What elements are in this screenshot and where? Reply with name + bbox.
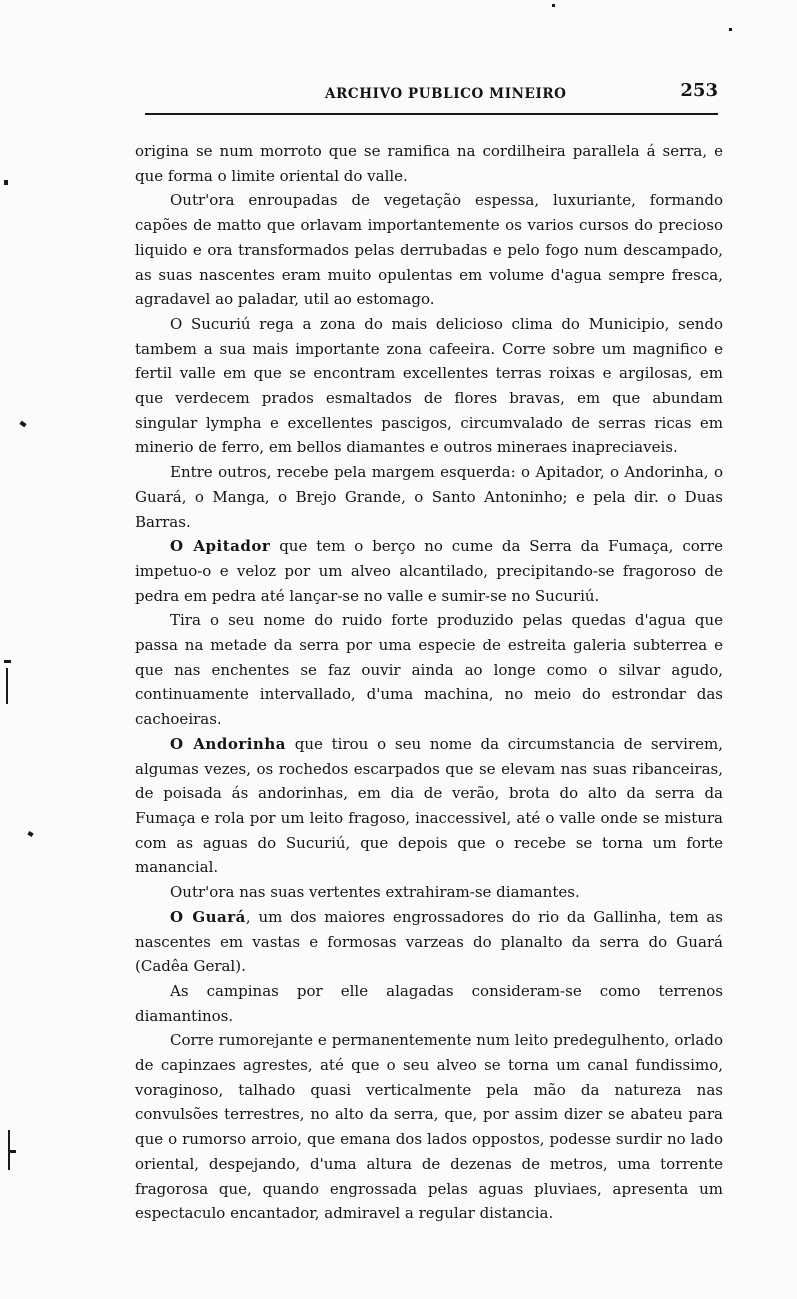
body-text — [135, 139, 723, 1226]
scan-speck — [729, 28, 732, 31]
paragraph: O Andorinha que tirou o seu nome da circumstancia de servirem, algumas vezes, os rochedos escarpados que se elevam nas suas ribanceiras, de poisada ás andorinhas, em dia de verão, brota do alto da serra da Fumaça e rola por um leito fragoso, inaccessivel, até o valle onde se mistura com as aguas do Sucuriú, que depois que o recebe se torna um forte manancial. — [135, 734, 723, 877]
paragraph: As campinas por elle alagadas consideram-se como terrenos diamantinos. — [135, 981, 723, 1025]
paragraph: Tira o seu nome do ruido forte produzido pelas quedas d'agua que passa na metade da serra por uma especie de estreita galeria subterrea e que nas enchentes se faz ouvir ainda ao longe como o silvar agudo, continuamente intervallado, d'uma machina, no meio do estrondar das cachoeiras. — [135, 611, 723, 729]
river-name-andorinha: O Andorinha — [170, 734, 286, 753]
scan-speck — [4, 180, 8, 185]
paragraph: Outr'ora nas suas vertentes extrahiram-se diamantes. — [170, 883, 580, 902]
paragraph: Entre outros, recebe pela margem esquerda: o Apitador, o Andorinha, o Guará, o Manga, o Brejo Grande, o Santo Antoninho; e pela dir. o Duas Barras. — [135, 463, 723, 531]
running-header — [135, 80, 720, 108]
paragraph: O Sucuriú rega a zona do mais delicioso clima do Municipio, sendo tambem a sua mais importante zona cafeeira. Corre sobre um magnifico e fertil valle em que se encontram excellentes terras roixas e argilosas, em que verdecem prados esmaltados de flores bravas, em que abundam singular lympha e excellentes pascigos, circumvalado de serras ricas em minerio de ferro, em bellos diamantes e outros mineraes inapreciaveis. — [135, 314, 723, 457]
scan-bracket — [6, 668, 8, 704]
scan-speck — [19, 421, 26, 428]
scan-speck — [4, 660, 11, 663]
running-title: ARCHIVO PUBLICO MINEIRO — [325, 86, 567, 102]
header-rule — [145, 113, 718, 117]
paragraph: O Guará, um dos maiores engrossadores do rio da Gallinha, tem as nascentes em vastas e formosas varzeas do planalto da serra do Guará (Cadêa Geral). — [135, 907, 723, 976]
river-name-guara: O Guará — [170, 907, 246, 926]
page-number: 253 — [680, 80, 718, 101]
river-name-apitador: O Apitador — [170, 537, 271, 556]
scan-speck — [10, 1150, 16, 1153]
paragraph: Outr'ora enroupadas de vegetação espessa, luxuriante, formando capões de matto que orlavam importantemente os varios cursos do precioso liquido e ora transformados pelas derrubadas e pelo fogo num descampado, as suas nascentes eram muito opulentas em volume d'agua sempre fresca, agradavel ao paladar, util ao estomago. — [135, 191, 723, 309]
scan-speck — [552, 4, 555, 7]
paragraph: origina se num morroto que se ramifica na cordilheira parallela á serra, e que forma o limite oriental do valle. — [135, 142, 723, 185]
scan-speck — [27, 831, 33, 837]
paragraph: O Apitador que tem o berço no cume da Serra da Fumaça, corre impetuo-o e veloz por um alveo alcantilado, precipitando-se fragoroso de pedra em pedra até lançar-se no valle e sumir-se no Sucuriú. — [135, 537, 723, 605]
paragraph: Corre rumorejante e permanentemente num leito predegulhento, orlado de capinzaes agrestes, até que o seu alveo se torna um canal fundissimo, voraginoso, talhado quasi verticalmente pela mão da natureza nas convulsões terrestres, no alto da serra, que, por assim dizer se abateu para que o rumorso arroio, que emana dos lados oppostos, podesse surdir no lado oriental, despejando, d'uma altura de dezenas de metros, uma torrente fragorosa que, quando engrossada pelas aguas pluviaes, apresenta um espectaculo encantador, admiravel a regular distancia. — [135, 1031, 723, 1223]
